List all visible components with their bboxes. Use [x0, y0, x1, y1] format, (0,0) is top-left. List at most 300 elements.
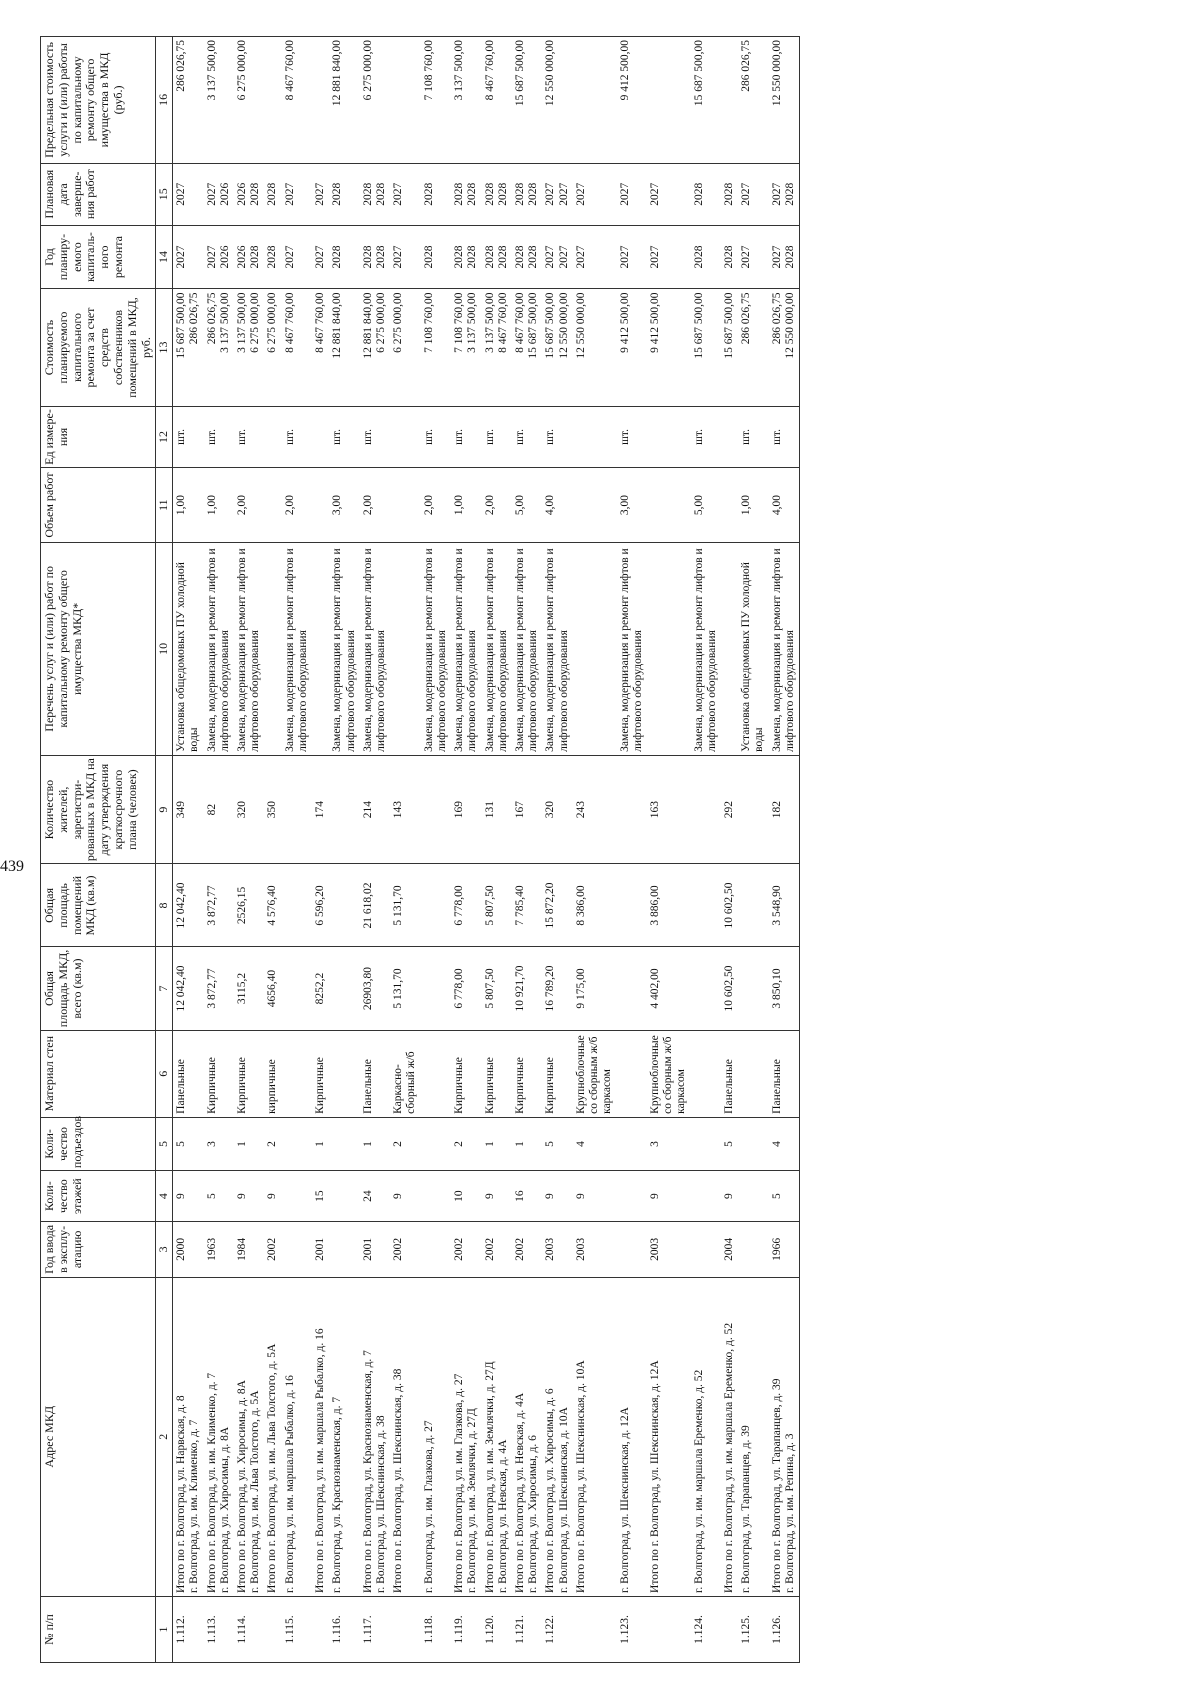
- header-cell: Общая площадь помещений МКД (кв.м): [41, 864, 156, 947]
- total-area-cell: [512, 947, 542, 1030]
- address-cell-text: г. Волгоград, ул. Тарапанцев, д. 39: [740, 1425, 753, 1593]
- floors-cell-text: 16: [513, 1190, 526, 1202]
- volume-cell-text: 1,00: [205, 495, 218, 516]
- unit-cell-text: шт.: [236, 429, 249, 445]
- cost-cell-text: 15 687 500,00: [723, 292, 736, 359]
- wall-material-cell-text: Кирпичные: [236, 1057, 249, 1114]
- end-date-cell-text: 2027: [392, 182, 405, 206]
- limit-cost-cell-text: 8 467 760,00: [283, 40, 296, 101]
- limit-cost-cell-text: 7 108 760,00: [422, 40, 435, 101]
- table-row: [617, 37, 647, 1663]
- volume-cell: [360, 468, 390, 543]
- cost-cell-text: 286 026,75: [188, 292, 201, 345]
- address-cell-text: г. Волгоград, ул. им. маршала Еременко, д. 52: [692, 1369, 705, 1593]
- residents-cell: [769, 755, 800, 864]
- total-area-cell-text: 8252,2: [314, 972, 327, 1005]
- entrances-cell: [234, 1117, 264, 1170]
- entrances-cell: [573, 1117, 617, 1170]
- plan-year-cell-text: 2028: [453, 245, 466, 269]
- volume-cell-text: 5,00: [692, 495, 705, 516]
- column-number: 1: [156, 1596, 173, 1662]
- residents-cell: [691, 755, 721, 864]
- volume-cell: [204, 468, 234, 543]
- cost-cell: [482, 289, 512, 406]
- total-area-cell-text: 12 042,40: [175, 965, 188, 1012]
- address-cell-text: Итого по г. Волгоград, ул. им. маршала Рыбалко, д. 16: [314, 1328, 327, 1593]
- residents-cell-text: 167: [513, 801, 526, 819]
- floors-cell: [738, 1171, 768, 1222]
- premises-area-cell: [451, 864, 481, 947]
- year-cell: [451, 1222, 481, 1277]
- unit-cell-text: шт.: [740, 429, 753, 445]
- limit-cost-cell: [451, 37, 481, 164]
- unit-cell: [769, 406, 800, 468]
- total-area-cell-text: 26903,80: [361, 966, 374, 1011]
- address-cell-text: Итого по г. Волгоград, ул. Шекснинская, д. 10А: [574, 1360, 587, 1593]
- cost-cell: [312, 289, 329, 406]
- cost-cell: [264, 289, 281, 406]
- works-cell-text: Замена, модернизация и ремонт лифтов и лифтового оборудования: [544, 548, 570, 752]
- end-date-cell: [312, 163, 329, 225]
- table-row: [204, 37, 234, 1663]
- plan-year-cell-text: 2027: [648, 245, 661, 269]
- floors-cell: [512, 1171, 542, 1222]
- entrances-cell: [264, 1117, 281, 1170]
- plan-year-cell-text: 2028: [266, 245, 279, 269]
- total-area-cell-text: 3115,2: [236, 972, 249, 1005]
- plan-year-cell: [173, 225, 204, 289]
- plan-year-cell-text: 2027: [314, 245, 327, 269]
- premises-area-cell: [691, 864, 721, 947]
- plan-year-cell: [390, 225, 420, 289]
- plan-year-cell-text: 2028: [723, 245, 736, 269]
- volume-cell-text: 4,00: [770, 495, 783, 516]
- volume-cell: [173, 468, 204, 543]
- premises-area-cell: [573, 864, 617, 947]
- limit-cost-cell: [769, 37, 800, 164]
- works-cell-text: Замена, модернизация и ремонт лифтов и лифтового оборудования: [513, 548, 540, 752]
- cost-cell-text: 6 275 000,00: [249, 292, 262, 353]
- works-cell-text: Замена, модернизация и ремонт лифтов и лифтового оборудования: [236, 548, 262, 752]
- residents-cell-text: 143: [392, 801, 405, 819]
- address-cell-text: Итого по г. Волгоград, ул. им. Глазкова, д. 27: [453, 1373, 466, 1593]
- volume-cell-text: 1,00: [740, 495, 753, 516]
- wall-material-cell: [542, 1030, 572, 1117]
- plan-year-cell: [421, 225, 451, 289]
- plan-year-cell-text: 2028: [483, 245, 496, 269]
- end-date-cell: [264, 163, 281, 225]
- address-cell-text: г. Волгоград, ул. Хиросимы, д. 8А: [218, 1426, 231, 1593]
- entrances-cell: [512, 1117, 542, 1170]
- premises-area-cell-text: 12 042,40: [175, 882, 188, 929]
- plan-year-cell-text: 2028: [527, 245, 540, 269]
- volume-cell: [512, 468, 542, 543]
- wall-material-cell-text: Кирпичные: [453, 1057, 466, 1114]
- limit-cost-cell-text: 8 467 760,00: [483, 40, 496, 101]
- column-number: 6: [156, 1030, 173, 1117]
- entrances-cell: [721, 1117, 738, 1170]
- works-cell: [573, 542, 617, 755]
- end-date-cell-text: 2027: [740, 182, 753, 206]
- residents-cell-text: 243: [574, 801, 587, 819]
- end-date-cell-text: 2027: [557, 182, 570, 206]
- cost-cell-text: 6 275 000,00: [266, 292, 279, 353]
- row-number: [282, 1596, 312, 1662]
- end-date-cell-text: 2027: [205, 182, 218, 206]
- floors-cell: [647, 1171, 691, 1222]
- limit-cost-cell: [482, 37, 512, 164]
- entrances-cell-text: 1: [513, 1141, 526, 1147]
- volume-cell: [234, 468, 264, 543]
- unit-cell-text: шт.: [283, 429, 296, 445]
- plan-year-cell-text: 2027: [557, 245, 570, 269]
- limit-cost-cell: [282, 37, 312, 164]
- address-cell-text: Итого по г. Волгоград, ул. Хиросимы, д. 6: [544, 1388, 557, 1593]
- end-date-cell-text: 2028: [527, 182, 540, 206]
- year-cell: [421, 1222, 451, 1277]
- address-cell: [542, 1277, 572, 1596]
- unit-cell-text: шт.: [770, 429, 783, 445]
- premises-area-cell: [617, 864, 647, 947]
- wall-material-cell: [691, 1030, 721, 1117]
- works-cell: [451, 542, 481, 755]
- end-date-cell-text: 2027: [175, 182, 188, 206]
- address-cell: [264, 1277, 281, 1596]
- floors-cell-text: 9: [266, 1193, 279, 1200]
- residents-cell: [282, 755, 312, 864]
- column-number: 9: [156, 755, 173, 864]
- works-cell-text: Замена, модернизация и ремонт лифтов и лифтового оборудования: [453, 548, 479, 752]
- header-cell: Количество жителей, зарегистри-рованных в МКД на дату утверждения краткосрочного плана (человек): [41, 755, 156, 864]
- wall-material-cell: [234, 1030, 264, 1117]
- floors-cell-text: 9: [723, 1193, 736, 1200]
- address-cell: [234, 1277, 264, 1596]
- wall-material-cell-text: Кирпичные: [205, 1057, 218, 1114]
- year-cell: [512, 1222, 542, 1277]
- limit-cost-cell: [647, 37, 691, 164]
- end-date-cell-text: 2028: [266, 182, 279, 206]
- floors-cell: [282, 1171, 312, 1222]
- header-cell: Материал стен: [41, 1030, 156, 1117]
- residents-cell: [617, 755, 647, 864]
- limit-cost-cell-text: 12 550 000,00: [770, 40, 783, 107]
- row-number: [451, 1596, 481, 1662]
- total-area-cell: [738, 947, 768, 1030]
- entrances-cell: [282, 1117, 312, 1170]
- limit-cost-cell-text: 15 687 500,00: [692, 40, 705, 107]
- limit-cost-cell: [390, 37, 420, 164]
- premises-area-cell: [721, 864, 738, 947]
- total-area-cell: [264, 947, 281, 1030]
- entrances-cell: [390, 1117, 420, 1170]
- residents-cell: [264, 755, 281, 864]
- total-area-cell: [173, 947, 204, 1030]
- row-number: [769, 1596, 800, 1662]
- year-cell: [738, 1222, 768, 1277]
- floors-cell: [482, 1171, 512, 1222]
- residents-cell: [421, 755, 451, 864]
- limit-cost-cell-text: 6 275 000,00: [361, 40, 374, 101]
- floors-cell-text: 5: [770, 1193, 783, 1200]
- volume-cell-text: 2,00: [236, 495, 249, 516]
- year-cell: [647, 1222, 691, 1277]
- header-cell: Год планиру-емого капиталь-ного ремонта: [41, 225, 156, 289]
- capital-repair-table: [40, 36, 800, 1663]
- volume-cell: [721, 468, 738, 543]
- total-area-cell-text: 3 872,77: [205, 968, 218, 1009]
- end-date-cell-text: 2028: [466, 182, 479, 206]
- residents-cell-text: 131: [483, 801, 496, 819]
- floors-cell: [312, 1171, 329, 1222]
- limit-cost-cell: [360, 37, 390, 164]
- works-cell-text: Замена, модернизация и ремонт лифтов и лифтового оборудования: [331, 548, 357, 752]
- address-cell-text: г. Волгоград, ул. им. Репина, д. 3: [783, 1433, 796, 1593]
- row-number: [512, 1596, 542, 1662]
- address-cell: [573, 1277, 617, 1596]
- cost-cell: [769, 289, 800, 406]
- floors-cell: [173, 1171, 204, 1222]
- cost-cell-text: 9 412 500,00: [648, 292, 661, 353]
- volume-cell: [421, 468, 451, 543]
- works-cell-text: Замена, модернизация и ремонт лифтов и лифтового оборудования: [770, 548, 796, 752]
- works-cell-text: Установка общедомовых ПУ холодной воды: [175, 562, 201, 752]
- cost-cell-text: 286 026,75: [770, 292, 783, 345]
- works-cell-text: Замена, модернизация и ремонт лифтов и лифтового оборудования: [692, 548, 718, 752]
- row-number: [234, 1596, 264, 1662]
- end-date-cell-text: 2027: [618, 182, 631, 206]
- works-cell-text: Замена, модернизация и ремонт лифтов и лифтового оборудования: [205, 548, 231, 752]
- limit-cost-cell: [542, 37, 572, 164]
- address-cell-text: Итого по г. Волгоград, ул. Нарвская, д. 8: [175, 1395, 188, 1593]
- wall-material-cell-text: Каркасно-сборный ж/б: [392, 1051, 418, 1114]
- end-date-cell-text: 2028: [331, 182, 344, 206]
- year-cell: [264, 1222, 281, 1277]
- volume-cell-text: 3,00: [331, 495, 344, 516]
- end-date-cell-text: 2028: [723, 182, 736, 206]
- limit-cost-cell: [617, 37, 647, 164]
- end-date-cell-text: 2028: [496, 182, 509, 206]
- wall-material-cell: [617, 1030, 647, 1117]
- header-cell: Плановая дата заверше-ния работ: [41, 163, 156, 225]
- end-date-cell-text: 2028: [483, 182, 496, 206]
- row-number: [738, 1596, 768, 1662]
- cost-cell-text: 7 108 760,00: [453, 292, 466, 353]
- wall-material-cell-text: Панельные: [770, 1059, 783, 1114]
- residents-cell-text: 163: [648, 801, 661, 819]
- premises-area-cell: [264, 864, 281, 947]
- premises-area-cell: [204, 864, 234, 947]
- address-cell: [721, 1277, 738, 1596]
- plan-year-cell-text: 2027: [544, 245, 557, 269]
- works-cell: [264, 542, 281, 755]
- residents-cell: [738, 755, 768, 864]
- volume-cell-text: 2,00: [483, 495, 496, 516]
- column-number: 10: [156, 542, 173, 755]
- row-number-text: 1.114.: [236, 1615, 249, 1644]
- floors-cell-text: 9: [544, 1193, 557, 1200]
- works-cell: [173, 542, 204, 755]
- premises-area-cell: [173, 864, 204, 947]
- unit-cell: [691, 406, 721, 468]
- entrances-cell-text: 5: [544, 1141, 557, 1147]
- row-number-text: 1.112.: [175, 1615, 188, 1644]
- table-row: [234, 37, 264, 1663]
- limit-cost-cell-text: 286 026,75: [740, 40, 753, 92]
- total-area-cell: [282, 947, 312, 1030]
- total-area-cell: [573, 947, 617, 1030]
- end-date-cell-text: 2027: [544, 182, 557, 206]
- end-date-cell: [647, 163, 691, 225]
- volume-cell: [390, 468, 420, 543]
- unit-cell-text: шт.: [544, 429, 557, 445]
- residents-cell: [482, 755, 512, 864]
- row-number-text: 1.123.: [618, 1615, 631, 1644]
- floors-cell: [451, 1171, 481, 1222]
- year-cell: [360, 1222, 390, 1277]
- residents-cell: [204, 755, 234, 864]
- address-cell-text: г. Волгоград, ул. Невская, д. 4А: [496, 1439, 509, 1593]
- limit-cost-cell: [312, 37, 329, 164]
- premises-area-cell: [512, 864, 542, 947]
- column-number: 4: [156, 1171, 173, 1222]
- address-cell: [282, 1277, 312, 1596]
- floors-cell-text: 15: [314, 1190, 327, 1202]
- floors-cell-text: 9: [392, 1193, 405, 1200]
- floors-cell-text: 9: [483, 1193, 496, 1200]
- year-cell: [173, 1222, 204, 1277]
- wall-material-cell-text: Панельные: [361, 1059, 374, 1114]
- total-area-cell: [390, 947, 420, 1030]
- unit-cell-text: шт.: [205, 429, 218, 445]
- entrances-cell-text: 1: [483, 1141, 496, 1147]
- volume-cell-text: 4,00: [544, 495, 557, 516]
- wall-material-cell: [312, 1030, 329, 1117]
- row-number: [617, 1596, 647, 1662]
- entrances-cell: [647, 1117, 691, 1170]
- residents-cell: [312, 755, 329, 864]
- header-cell: Перечень услуг и (или) работ по капитальному ремонту общего имущества МКД*: [41, 542, 156, 755]
- header-cell: Предельная стоимость услуги и (или) работы по капитальному ремонту общего имущества в МКД (руб.): [41, 37, 156, 164]
- year-cell: [282, 1222, 312, 1277]
- address-cell: [204, 1277, 234, 1596]
- plan-year-cell: [264, 225, 281, 289]
- premises-area-cell: [769, 864, 800, 947]
- plan-year-cell-text: 2027: [205, 245, 218, 269]
- year-cell-text: 2002: [453, 1237, 466, 1261]
- cost-cell-text: 3 137 500,00: [218, 292, 231, 353]
- end-date-cell: [390, 163, 420, 225]
- plan-year-cell-text: 2028: [513, 245, 526, 269]
- residents-cell: [721, 755, 738, 864]
- residents-cell-text: 82: [205, 803, 218, 816]
- premises-area-cell-text: 7 785,40: [513, 885, 526, 926]
- table-body: [173, 37, 800, 1663]
- limit-cost-cell-text: 9 412 500,00: [618, 40, 631, 101]
- works-cell: [234, 542, 264, 755]
- wall-material-cell: [282, 1030, 312, 1117]
- floors-cell: [617, 1171, 647, 1222]
- plan-year-cell: [512, 225, 542, 289]
- floors-cell: [691, 1171, 721, 1222]
- year-cell: [312, 1222, 329, 1277]
- unit-cell: [329, 406, 359, 468]
- limit-cost-cell: [738, 37, 768, 164]
- year-cell-text: 1966: [770, 1237, 783, 1261]
- rotated-page: [40, 36, 1200, 1663]
- plan-year-cell: [482, 225, 512, 289]
- end-date-cell-text: 2028: [692, 182, 705, 206]
- wall-material-cell-text: Кирпичные: [513, 1057, 526, 1114]
- total-area-cell-text: 5 131,70: [392, 968, 405, 1009]
- residents-cell: [329, 755, 359, 864]
- limit-cost-cell-text: 12 881 840,00: [331, 40, 344, 107]
- cost-cell-text: 8 467 760,00: [496, 292, 509, 353]
- premises-area-cell-text: 5 131,70: [392, 885, 405, 926]
- total-area-cell-text: 6 778,00: [453, 968, 466, 1009]
- address-cell-text: Итого по г. Волгоград, ул. Краснознаменская, д. 7: [361, 1350, 374, 1593]
- end-date-cell: [738, 163, 768, 225]
- wall-material-cell: [173, 1030, 204, 1117]
- volume-cell: [264, 468, 281, 543]
- residents-cell: [573, 755, 617, 864]
- end-date-cell-text: 2027: [283, 182, 296, 206]
- year-cell-text: 2002: [513, 1237, 526, 1261]
- row-number-text: 1.116.: [331, 1615, 344, 1644]
- floors-cell-text: 9: [648, 1193, 661, 1200]
- cost-cell-text: 3 137 500,00: [483, 292, 496, 353]
- works-cell: [421, 542, 451, 755]
- volume-cell: [573, 468, 617, 543]
- header-row: [41, 37, 156, 1663]
- year-cell: [542, 1222, 572, 1277]
- row-number-text: 1.118.: [422, 1615, 435, 1644]
- residents-cell: [173, 755, 204, 864]
- plan-year-cell-text: 2028: [783, 245, 796, 269]
- residents-cell-text: 214: [361, 801, 374, 819]
- cost-cell: [173, 289, 204, 406]
- table-row: [512, 37, 542, 1663]
- total-area-cell-text: 3 850,10: [770, 968, 783, 1009]
- end-date-cell: [451, 163, 481, 225]
- wall-material-cell-text: Кирпичные: [483, 1057, 496, 1114]
- limit-cost-cell: [173, 37, 204, 164]
- wall-material-cell-text: Панельные: [723, 1059, 736, 1114]
- unit-cell: [264, 406, 281, 468]
- cost-cell-text: 8 467 760,00: [314, 292, 327, 353]
- unit-cell: [312, 406, 329, 468]
- works-cell: [769, 542, 800, 755]
- unit-cell: [173, 406, 204, 468]
- address-cell-text: г. Волгоград, ул. им. Землячки, д. 27Д: [466, 1408, 479, 1593]
- address-cell-text: г. Волгоград, ул. им. Льва Толстого, д. 5А: [249, 1390, 262, 1593]
- header-cell: Объем работ: [41, 468, 156, 543]
- residents-cell-text: 349: [175, 801, 188, 819]
- address-cell: [360, 1277, 390, 1596]
- unit-cell: [204, 406, 234, 468]
- end-date-cell-text: 2028: [375, 182, 388, 206]
- row-number-text: 1.119.: [453, 1615, 466, 1644]
- limit-cost-cell: [264, 37, 281, 164]
- row-number: [390, 1596, 420, 1662]
- address-cell-text: г. Волгоград, ул. Шекснинская, д. 10А: [557, 1407, 570, 1593]
- floors-cell: [234, 1171, 264, 1222]
- row-number: [329, 1596, 359, 1662]
- volume-cell: [617, 468, 647, 543]
- cost-cell: [451, 289, 481, 406]
- premises-area-cell: [542, 864, 572, 947]
- table-row: [451, 37, 481, 1663]
- header-cell: Коли-чество этажей: [41, 1171, 156, 1222]
